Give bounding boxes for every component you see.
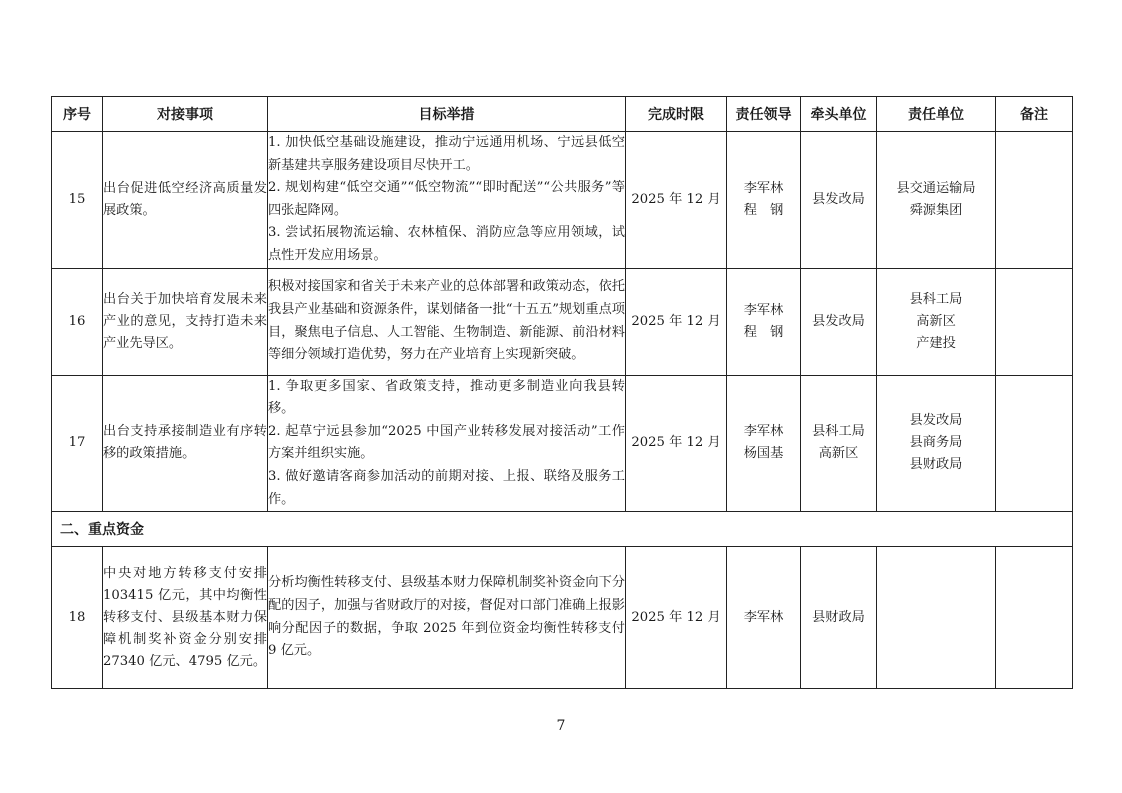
row-deadline: 2025 年 12 月 — [626, 132, 727, 269]
row-lead-unit — [801, 268, 877, 375]
row-measures — [268, 375, 626, 512]
row-item: 出台关于加快培育发展未来产业的意见，支持打造未来产业先导区。 — [103, 268, 268, 375]
row-note — [996, 547, 1073, 689]
header-item: 对接事项 — [103, 97, 268, 132]
resp-unit-name: 高新区 — [916, 313, 956, 329]
row-item: 出台促进低空经济高质量发展政策。 — [103, 132, 268, 269]
measure-line: 积极对接国家和省关于未来产业的总体部署和政策动态，依托我县产业基础和资源条件，谋划储备一批“十五五”规划重点项目，聚焦电子信息、人工智能、生物制造、新能源、前沿材料等细分领域打造优势，努力在产业培育上实现新突破。 — [268, 279, 625, 363]
resp-unit-name: 产建投 — [916, 335, 956, 351]
header-lead-unit: 牵头单位 — [801, 97, 877, 132]
row-lead-unit — [801, 375, 877, 512]
row-number: 15 — [52, 132, 103, 269]
leader-name: 程 钢 — [743, 202, 784, 218]
measure-line: 3. 尝试拓展物流运输、农林植保、消防应急等应用领域，试点性开发应用场景。 — [268, 225, 625, 263]
table-header-row — [52, 97, 1073, 132]
resp-unit-name: 县财政局 — [909, 457, 963, 473]
measure-line: 2. 起草宁远县参加“2025 中国产业转移发展对接活动”工作方案并组织实施。 — [268, 423, 625, 462]
header-seq: 序号 — [52, 97, 103, 132]
lead-unit-name: 县发改局 — [812, 313, 865, 329]
leader-name: 李军林 — [743, 180, 784, 196]
leader-name: 李军林 — [743, 302, 784, 318]
row-note — [996, 375, 1073, 512]
row-resp-units — [877, 375, 996, 512]
row-deadline: 2025 年 12 月 — [626, 547, 727, 689]
row-lead-unit — [801, 132, 877, 269]
row-item: 出台支持承接制造业有序转移的政策措施。 — [103, 375, 268, 512]
header-leader: 责任领导 — [727, 97, 801, 132]
measure-line: 1. 争取更多国家、省政策支持，推动更多制造业向我县转移。 — [268, 378, 625, 417]
row-item: 中央对地方转移支付安排 103415 亿元，其中均衡性转移支付、县级基本财力保障机制奖补资金分别安排 27340 亿元、4795 亿元。 — [103, 547, 268, 689]
measure-line: 2. 规划构建“低空交通”“低空物流”“即时配送”“公共服务”等四张起降网。 — [268, 180, 625, 218]
header-resp-unit: 责任单位 — [877, 97, 996, 132]
section-row — [52, 512, 1073, 547]
row-deadline: 2025 年 12 月 — [626, 268, 727, 375]
lead-unit-name: 县发改局 — [812, 191, 865, 207]
row-measures — [268, 268, 626, 375]
header-deadline: 完成时限 — [626, 97, 727, 132]
row-measures — [268, 132, 626, 269]
row-leaders — [727, 375, 801, 512]
row-resp-units — [877, 547, 996, 689]
row-lead-unit — [801, 547, 877, 689]
resp-unit-name: 县商务局 — [909, 435, 963, 451]
row-deadline: 2025 年 12 月 — [626, 375, 727, 512]
measure-line: 3. 做好邀请客商参加活动的前期对接、上报、联络及服务工作。 — [268, 468, 625, 507]
table-row — [52, 547, 1073, 689]
resp-unit-name: 县交通运输局 — [896, 180, 976, 196]
header-note: 备注 — [996, 97, 1073, 132]
leader-name: 程 钢 — [743, 324, 784, 340]
section-title: 二、重点资金 — [52, 512, 1073, 547]
row-number: 16 — [52, 268, 103, 375]
leader-name: 李军林 — [743, 609, 784, 625]
measure-line: 1. 加快低空基础设施建设，推动宁远通用机场、宁远县低空新基建共享服务建设项目尽快开工。 — [268, 135, 625, 173]
row-resp-units — [877, 132, 996, 269]
row-leaders — [727, 547, 801, 689]
resp-unit-name: 县发改局 — [909, 413, 963, 429]
row-number: 17 — [52, 375, 103, 512]
row-number: 18 — [52, 547, 103, 689]
measure-line: 分析均衡性转移支付、县级基本财力保障机制奖补资金向下分配的因子，加强与省财政厅的对接，督促对口部门准确上报影响分配因子的数据，争取 2025 年到位资金均衡性转移支付 9 亿元。 — [268, 575, 625, 659]
leader-name: 杨国基 — [743, 446, 784, 462]
table-row — [52, 132, 1073, 269]
resp-unit-name: 舜源集团 — [909, 202, 963, 218]
lead-unit-name: 县科工局 — [812, 424, 865, 440]
leader-name: 李军林 — [743, 424, 784, 440]
resp-unit-name: 县科工局 — [909, 291, 963, 307]
page-number: 7 — [556, 718, 566, 734]
row-measures — [268, 547, 626, 689]
row-resp-units — [877, 268, 996, 375]
table-row — [52, 268, 1073, 375]
header-measures: 目标举措 — [268, 97, 626, 132]
lead-unit-name: 县财政局 — [812, 609, 865, 625]
row-note — [996, 132, 1073, 269]
lead-unit-name: 高新区 — [818, 446, 859, 462]
row-note — [996, 268, 1073, 375]
table-row — [52, 375, 1073, 512]
row-leaders — [727, 268, 801, 375]
task-table — [51, 96, 1073, 689]
row-leaders — [727, 132, 801, 269]
